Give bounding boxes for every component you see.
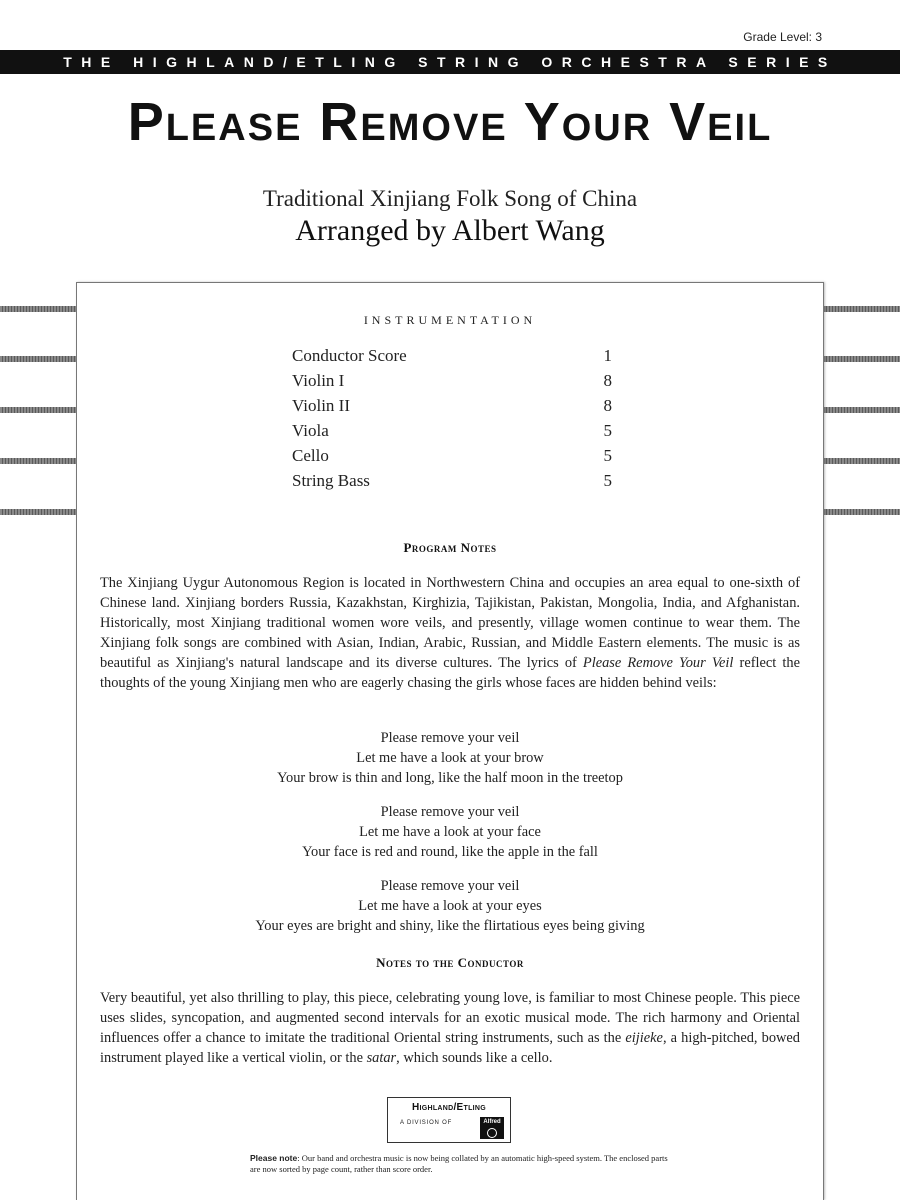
- instrument-row: [292, 368, 612, 393]
- page-title: Please Remove Your Veil: [127, 92, 773, 152]
- program-notes-text-part: reflect the thoughts of the young Xinjiang men who are eagerly chasing the girls whose faces are hidden behind veils:: [100, 655, 800, 691]
- instrument-name: Cello: [292, 446, 329, 465]
- instrument-name: Viola: [292, 421, 329, 440]
- instrument-name: String Bass: [292, 471, 370, 490]
- instrument-name: Violin I: [292, 371, 345, 390]
- lyric-line: Let me have a look at your face: [359, 824, 541, 840]
- lyrics-stanza: [0, 802, 900, 862]
- program-notes-text: [100, 573, 800, 693]
- lyric-line: Your eyes are bright and shiny, like the flirtatious eyes being giving: [255, 918, 645, 934]
- lyric-line: Please remove your veil: [380, 804, 520, 820]
- logo-mark-label: Alfred: [483, 1119, 501, 1125]
- staff-lines-left-decoration: [0, 306, 76, 538]
- program-notes-text-part: The Xinjiang Uygur Autonomous Region is located in Northwestern China and occupies an area equal to one-sixth of Chinese land. Xinjiang borders Russia, Kazakhstan, Kirghizia, Tajikistan, Pakistan, Mongolia, India, and Afghanistan. Historically, most Xinjiang traditional women wore veils, and presently, village women continue to wear them. The Xinjiang folk songs are combined with Asian, Indian, Arabic, Russian, and Middle Eastern elements. The music is as beautiful as Xinjiang's natural landscape and its diverse cultures. The lyrics of: [100, 575, 800, 671]
- instrument-count: 5: [603, 446, 612, 465]
- program-notes-italic-title: Please Remove Your Veil: [582, 655, 734, 671]
- conductor-notes-text-part: , a high-pitched, bowed instrument played like a vertical violin, or the: [100, 1030, 800, 1066]
- footnote-text: : Our band and orchestra music is now being collated by an automatic high-speed system. The enclosed parts are now sorted by page count, rather than score order.: [250, 1153, 668, 1174]
- instrument-row: [292, 343, 612, 368]
- instrument-count: 8: [603, 396, 612, 415]
- lyrics-stanza: [0, 876, 900, 936]
- instrument-row: [292, 418, 612, 443]
- lyric-line: Please remove your veil: [380, 730, 520, 746]
- instrument-row: [292, 468, 612, 493]
- footnote-label: Please note: [250, 1153, 298, 1163]
- instrument-term-satar: satar: [366, 1050, 397, 1066]
- instrument-count: 5: [603, 471, 612, 490]
- series-banner: THE HIGHLAND/ETLING STRING ORCHESTRA SERIES: [0, 50, 900, 74]
- subtitle: Traditional Xinjiang Folk Song of China: [262, 186, 638, 211]
- lyric-line: Your face is red and round, like the apple in the fall: [302, 844, 598, 860]
- lyrics-stanza: [0, 728, 900, 788]
- instrument-row: [292, 393, 612, 418]
- logo-name: Highland/Etling: [411, 1102, 487, 1113]
- program-notes-heading: Program Notes: [403, 540, 497, 555]
- instrumentation-heading: INSTRUMENTATION: [363, 313, 537, 327]
- instrument-count: 5: [603, 421, 612, 440]
- grade-level: Grade Level: 3: [743, 30, 822, 44]
- instrument-name: Violin II: [292, 396, 350, 415]
- alfred-logo-icon: [480, 1117, 504, 1139]
- instrument-count: 1: [603, 346, 612, 365]
- lyric-line: Let me have a look at your eyes: [358, 898, 542, 914]
- publisher-logo: [387, 1097, 511, 1143]
- instrument-name: Conductor Score: [292, 346, 407, 365]
- lyric-line: Please remove your veil: [380, 878, 520, 894]
- conductor-notes-text-part: Very beautiful, yet also thrilling to play, this piece, celebrating young love, is familiar to most Chinese people. This piece uses slides, syncopation, and augmented second intervals for an exotic musical mode. The rich harmony and Oriental influences offer a chance to imitate the traditional Oriental string instruments, such as the: [100, 990, 800, 1046]
- footnote: [250, 1153, 670, 1175]
- instrument-count: 8: [603, 371, 612, 390]
- lyric-line: Your brow is thin and long, like the half moon in the treetop: [277, 770, 623, 786]
- conductor-notes-text: [100, 988, 800, 1068]
- instrument-row: [292, 443, 612, 468]
- conductor-notes-text-part: , which sounds like a cello.: [396, 1050, 553, 1066]
- logo-subtitle: A DIVISION OF: [400, 1120, 453, 1126]
- conductor-notes-heading: Notes to the Conductor: [376, 955, 524, 970]
- instrument-list: [292, 343, 612, 493]
- arranger: Arranged by Albert Wang: [295, 214, 605, 247]
- instrument-term-eijieke: eijieke: [625, 1030, 663, 1046]
- staff-lines-right-decoration: [824, 306, 900, 538]
- lyric-line: Let me have a look at your brow: [356, 750, 544, 766]
